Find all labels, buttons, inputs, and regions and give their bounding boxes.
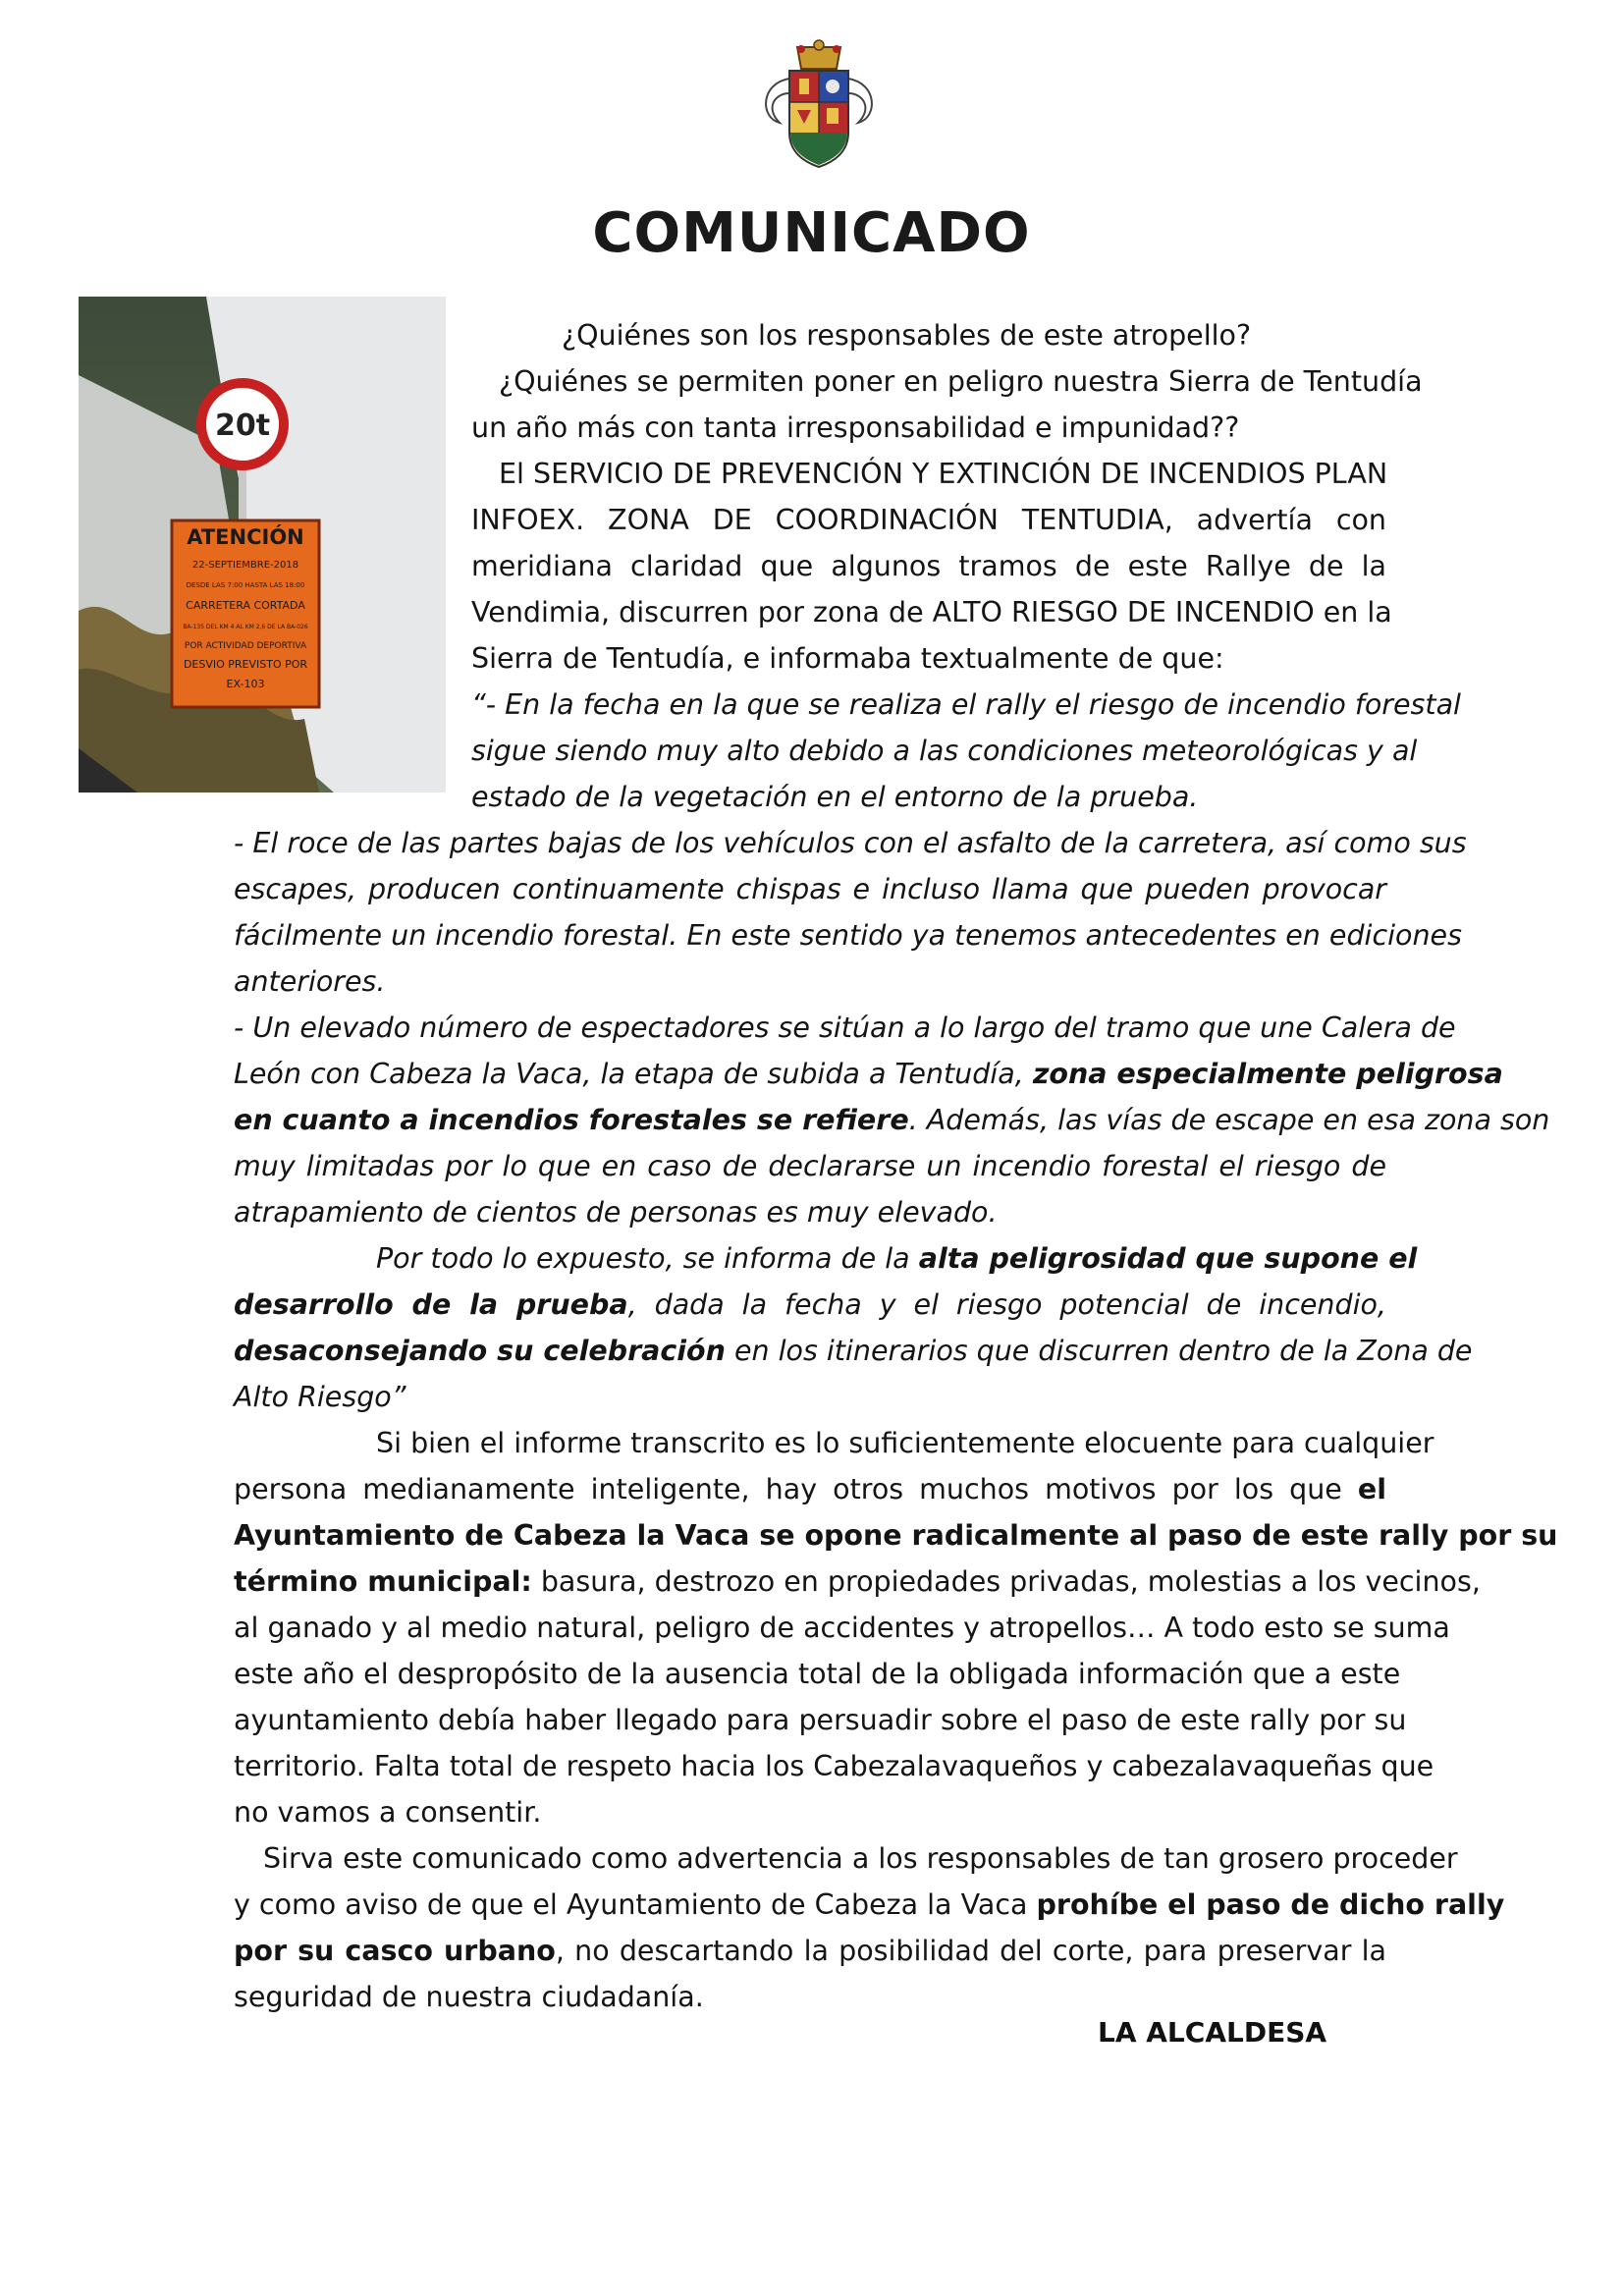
para4-line-1: Sirva este comunicado como advertencia a los responsables de tan grosero proceder: [263, 1842, 1458, 1875]
para4-line-2: y como aviso de que el Ayuntamiento de Cabeza la Vaca prohíbe el paso de dicho rally: [234, 1888, 1505, 1921]
sign-line-3: CARRETERA CORTADA: [186, 599, 305, 612]
quote1-line-1: “- En la fecha en la que se realiza el rally el riesgo de incendio forestal: [471, 688, 1461, 721]
quote1-line-3: estado de la vegetación en el entorno de la prueba.: [471, 781, 1199, 813]
para3-line-9: no vamos a consentir.: [234, 1796, 542, 1829]
sign-line-2: DESDE LAS 7:00 HASTA LAS 18:00: [186, 581, 305, 589]
para4-line-4: seguridad de nuestra ciudadanía.: [234, 1981, 704, 2013]
sign-line-1: 22-SEPTIEMBRE-2018: [191, 560, 299, 571]
quote4-line-4: Alto Riesgo”: [234, 1381, 406, 1413]
para3-line-8: territorio. Falta total de respeto hacia los Cabezalavaqueños y cabezalavaqueñas que: [234, 1750, 1434, 1782]
para3-line-7: ayuntamiento debía haber llegado para persuadir sobre el paso de este rally por su: [234, 1704, 1407, 1736]
quote4-line-1: Por todo lo expuesto, se informa de la alta peligrosidad que supone el: [376, 1242, 1418, 1275]
para1-line-2: ¿Quiénes se permiten poner en peligro nuestra Sierra de Tentudía: [499, 365, 1423, 398]
quote3-line-3: en cuanto a incendios forestales se refiere. Además, las vías de escape en esa zona son: [234, 1104, 1550, 1136]
sign-heading: ATENCIÓN: [187, 525, 304, 549]
quote2-line-1: - El roce de las partes bajas de los vehículos con el asfalto de la carretera, así como sus: [234, 827, 1467, 859]
para2-line-4: Vendimia, discurren por zona de ALTO RIESGO DE INCENDIO en la: [471, 596, 1392, 629]
road-sign-photo: [79, 297, 446, 793]
para1-line-3: un año más con tanta irresponsabilidad e impunidad??: [471, 411, 1240, 444]
quote3-line-5: atrapamiento de cientos de personas es muy elevado.: [234, 1196, 998, 1229]
quote3-line-2: León con Cabeza la Vaca, la etapa de subida a Tentudía, zona especialmente peligrosa: [234, 1058, 1503, 1090]
para2-line-5: Sierra de Tentudía, e informaba textualmente de que:: [471, 642, 1224, 675]
document-title: COMUNICADO: [592, 201, 1031, 265]
para3-line-4: término municipal: basura, destrozo en propiedades privadas, molestias a los vecinos,: [234, 1565, 1481, 1598]
quote1-line-2: sigue siendo muy alto debido a las condiciones meteorológicas y al: [471, 735, 1418, 767]
quote2-line-3: fácilmente un incendio forestal. En este sentido ya tenemos antecedentes en ediciones: [234, 919, 1462, 952]
para2-line-1: El SERVICIO DE PREVENCIÓN Y EXTINCIÓN DE INCENDIOS PLAN: [499, 458, 1388, 490]
quote3-line-1: - Un elevado número de espectadores se sitúan a lo largo del tramo que une Calera de: [234, 1011, 1456, 1044]
weight-limit-text: 20t: [214, 409, 271, 443]
para2-line-2: INFOEX. ZONA DE COORDINACIÓN TENTUDIA, advertía con: [471, 504, 1386, 536]
sign-line-6: DESVIO PREVISTO POR: [183, 658, 308, 671]
sign-line-4: BA-135 DEL KM 4 AL KM 2,6 DE LA BA-026: [183, 624, 308, 630]
quote4-line-3: desaconsejando su celebración en los itinerarios que discurren dentro de la Zona de: [234, 1335, 1473, 1367]
quote2-line-4: anteriores.: [234, 965, 386, 998]
para3-line-3: Ayuntamiento de Cabeza la Vaca se opone radicalmente al paso de este rally por su: [234, 1519, 1558, 1552]
para3-line-1: Si bien el informe transcrito es lo suficientemente elocuente para cualquier: [376, 1427, 1434, 1459]
para4-line-3: por su casco urbano, no descartando la posibilidad del corte, para preservar la: [234, 1935, 1387, 1967]
quote2-line-2: escapes, producen continuamente chispas e incluso llama que pueden provocar: [234, 873, 1386, 905]
quote3-line-4: muy limitadas por lo que en caso de declararse un incendio forestal el riesgo de: [234, 1150, 1386, 1182]
sign-line-5: POR ACTIVIDAD DEPORTIVA: [184, 641, 307, 651]
para1-line-1: ¿Quiénes son los responsables de este atropello?: [562, 319, 1252, 352]
sign-line-7: EX-103: [226, 678, 265, 690]
para2-line-3: meridiana claridad que algunos tramos de este Rallye de la: [471, 550, 1386, 582]
para3-line-5: al ganado y al medio natural, peligro de accidentes y atropellos… A todo esto se suma: [234, 1612, 1450, 1644]
quote4-line-2: desarrollo de la prueba, dada la fecha y el riesgo potencial de incendio,: [234, 1288, 1386, 1321]
para3-line-2: persona medianamente inteligente, hay otros muchos motivos por los que el: [234, 1473, 1386, 1505]
coat-of-arms-logo: [750, 39, 888, 177]
para3-line-6: este año el despropósito de la ausencia total de la obligada información que a este: [234, 1658, 1401, 1690]
signature: LA ALCALDESA: [1098, 2016, 1327, 2049]
